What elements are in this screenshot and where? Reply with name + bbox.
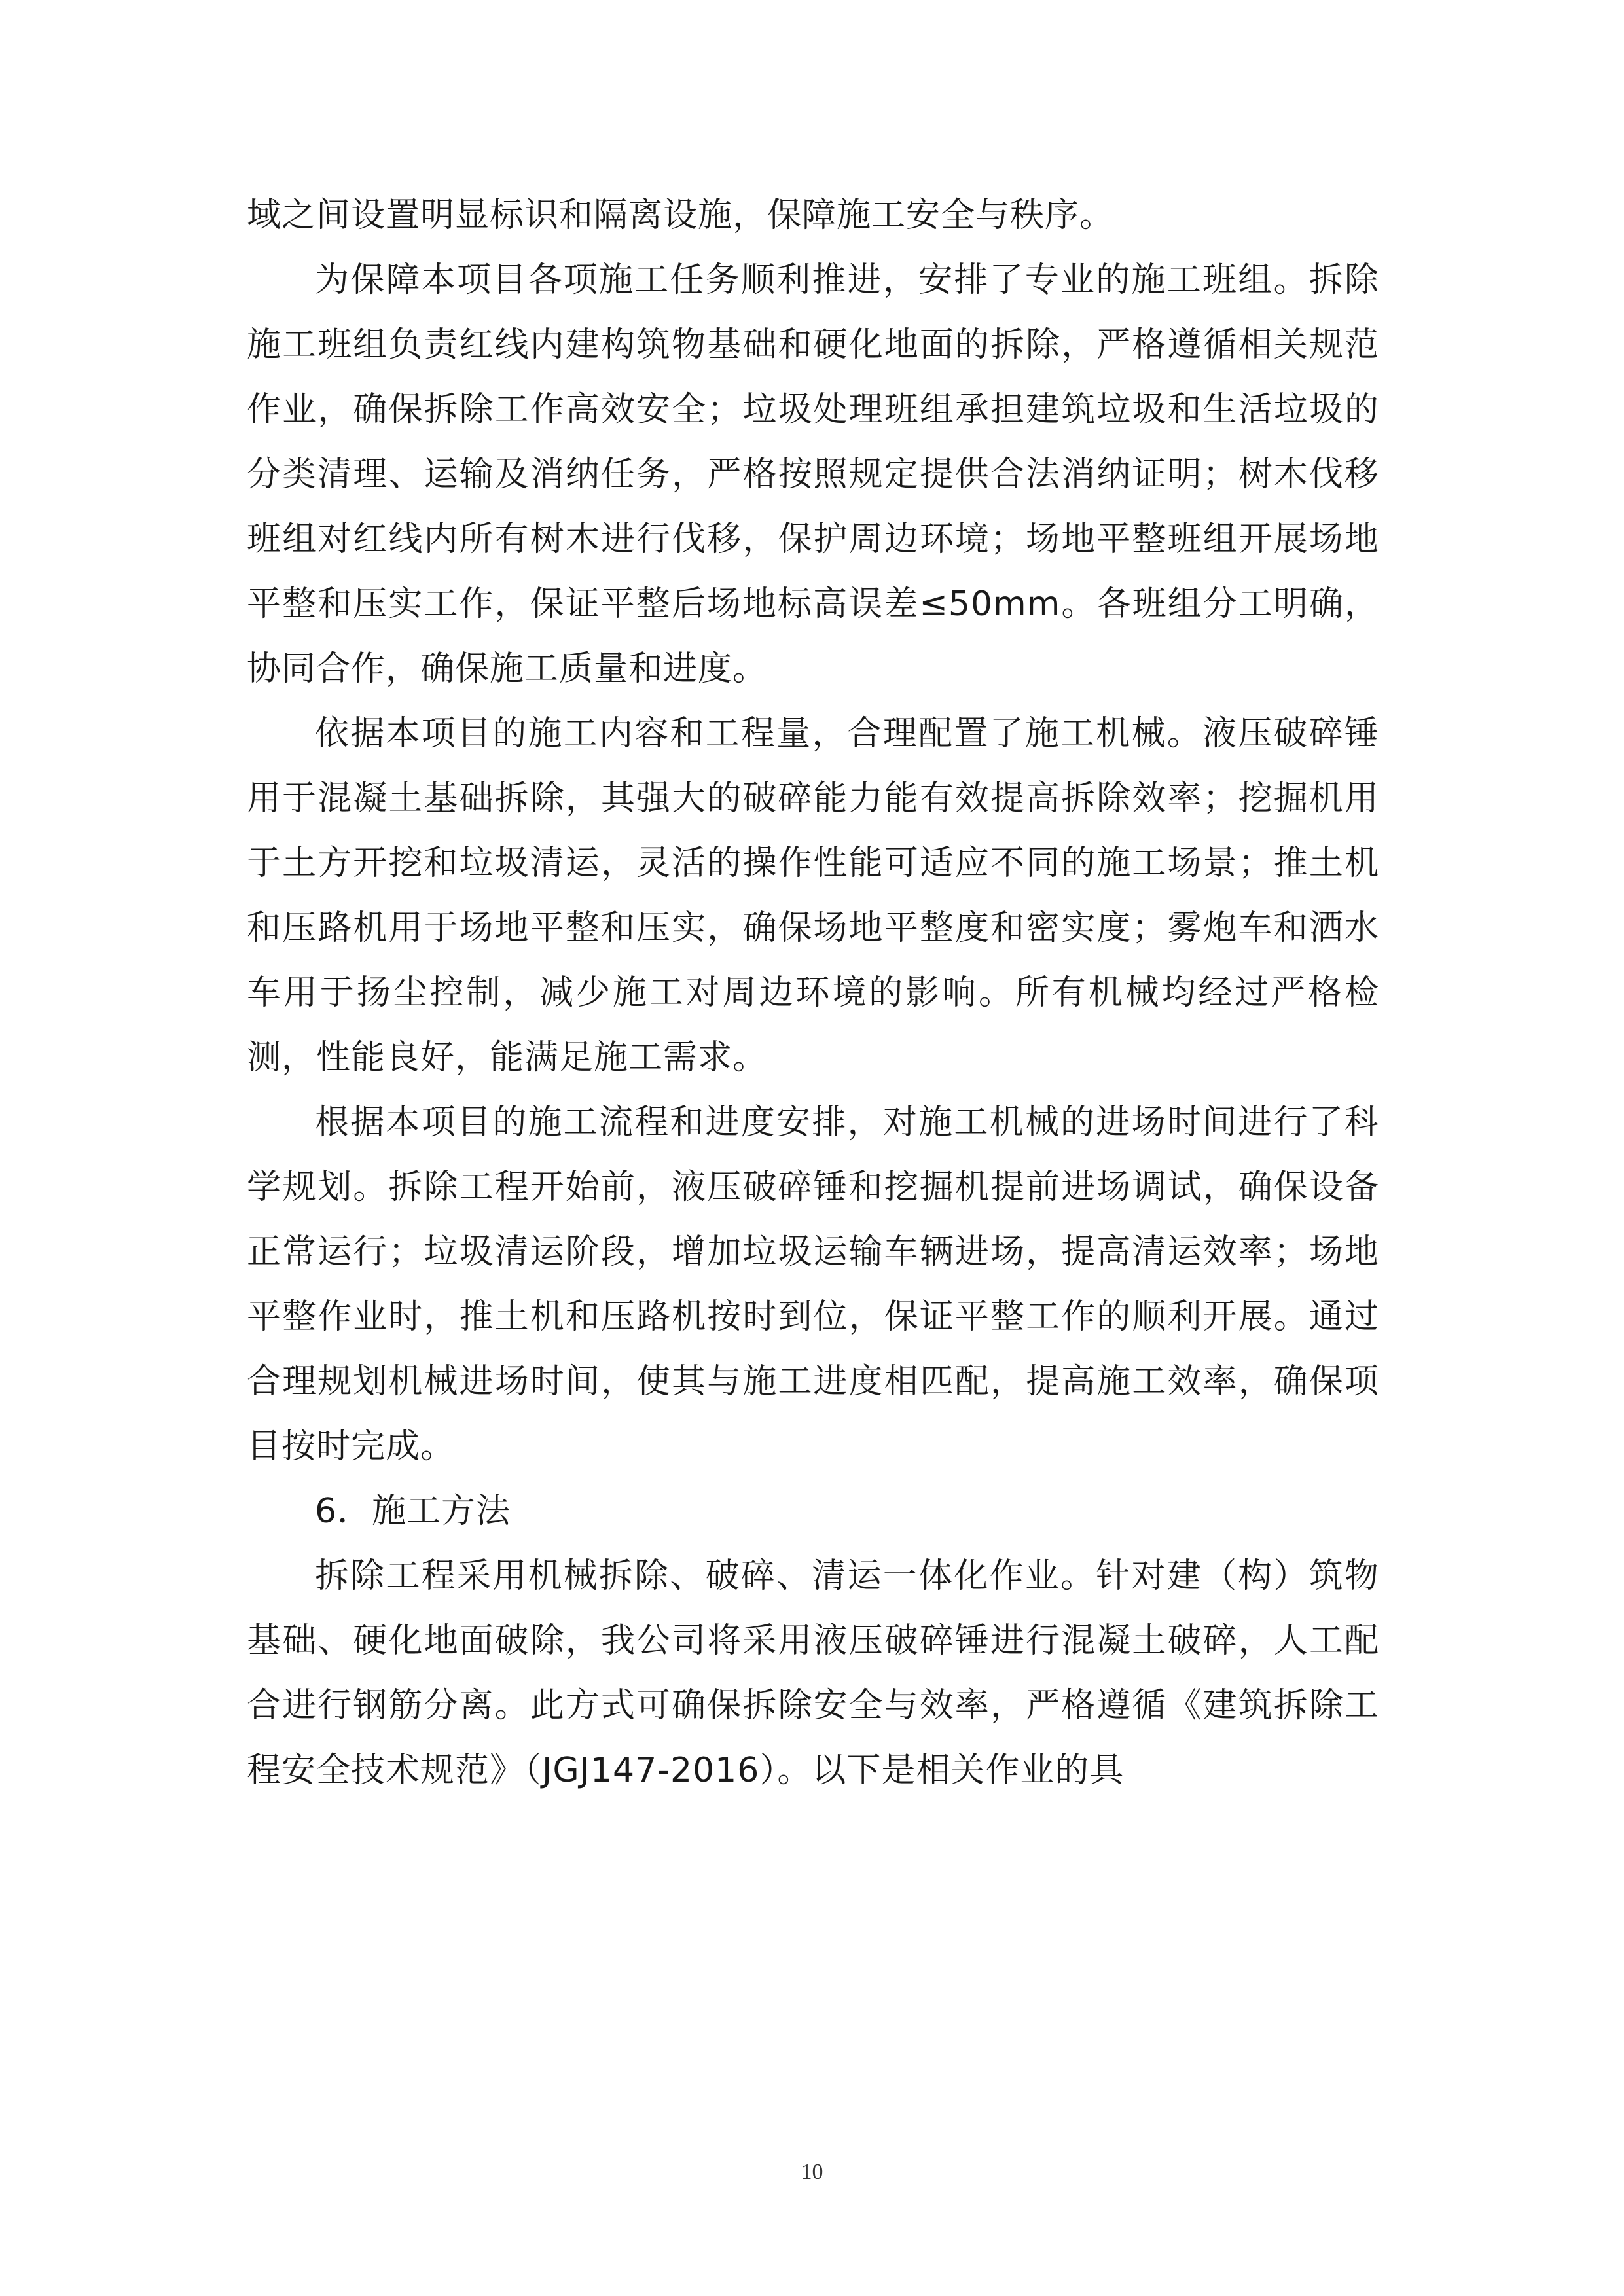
- paragraph-machinery-configuration: 依据本项目的施工内容和工程量，合理配置了施工机械。液压破碎锤用于混凝土基础拆除，其强大的破碎能力能有效提高拆除效率；挖掘机用于土方开挖和垃圾清运，灵活的操作性能可适应不同的施工场景；推土机和压路机用于场地平整和压实，确保场地平整度和密实度；雾炮车和洒水车用于扬尘控制，减少施工对周边环境的影响。所有机械均经过严格检测，性能良好，能满足施工需求。: [247, 714, 1379, 1077]
- section-heading-construction-method: 6．施工方法: [315, 1492, 511, 1531]
- paragraph-continuation: 域之间设置明显标识和隔离设施，保障施工安全与秩序。: [247, 196, 1115, 235]
- paragraph-demolition-method: 拆除工程采用机械拆除、破碎、清运一体化作业。针对建（构）筑物基础、硬化地面破除，我公司将采用液压破碎锤进行混凝土破碎，人工配合进行钢筋分离。此方式可确保拆除安全与效率，严格遵循《建筑拆除工程安全技术规范》（JGJ147-2016）。以下是相关作业的具: [247, 1556, 1379, 1790]
- paragraph-machinery-schedule: 根据本项目的施工流程和进度安排，对施工机械的进场时间进行了科学规划。拆除工程开始前，液压破碎锤和挖掘机提前进场调试，确保设备正常运行；垃圾清运阶段，增加垃圾运输车辆进场，提高清运效率；场地平整作业时，推土机和压路机按时到位，保证平整工作的顺利开展。通过合理规划机械进场时间，使其与施工进度相匹配，提高施工效率，确保项目按时完成。: [247, 1103, 1379, 1466]
- page-number: 10: [801, 2160, 823, 2184]
- body-text: [247, 183, 1379, 1803]
- paragraph-work-teams: 为保障本项目各项施工任务顺利推进，安排了专业的施工班组。拆除施工班组负责红线内建构筑物基础和硬化地面的拆除，严格遵循相关规范作业，确保拆除工作高效安全；垃圾处理班组承担建筑垃圾和生活垃圾的分类清理、运输及消纳任务，严格按照规定提供合法消纳证明；树木伐移班组对红线内所有树木进行伐移，保护周边环境；场地平整班组开展场地平整和压实工作，保证平整后场地标高误差≤50mm。各班组分工明确，协同合作，确保施工质量和进度。: [247, 260, 1379, 689]
